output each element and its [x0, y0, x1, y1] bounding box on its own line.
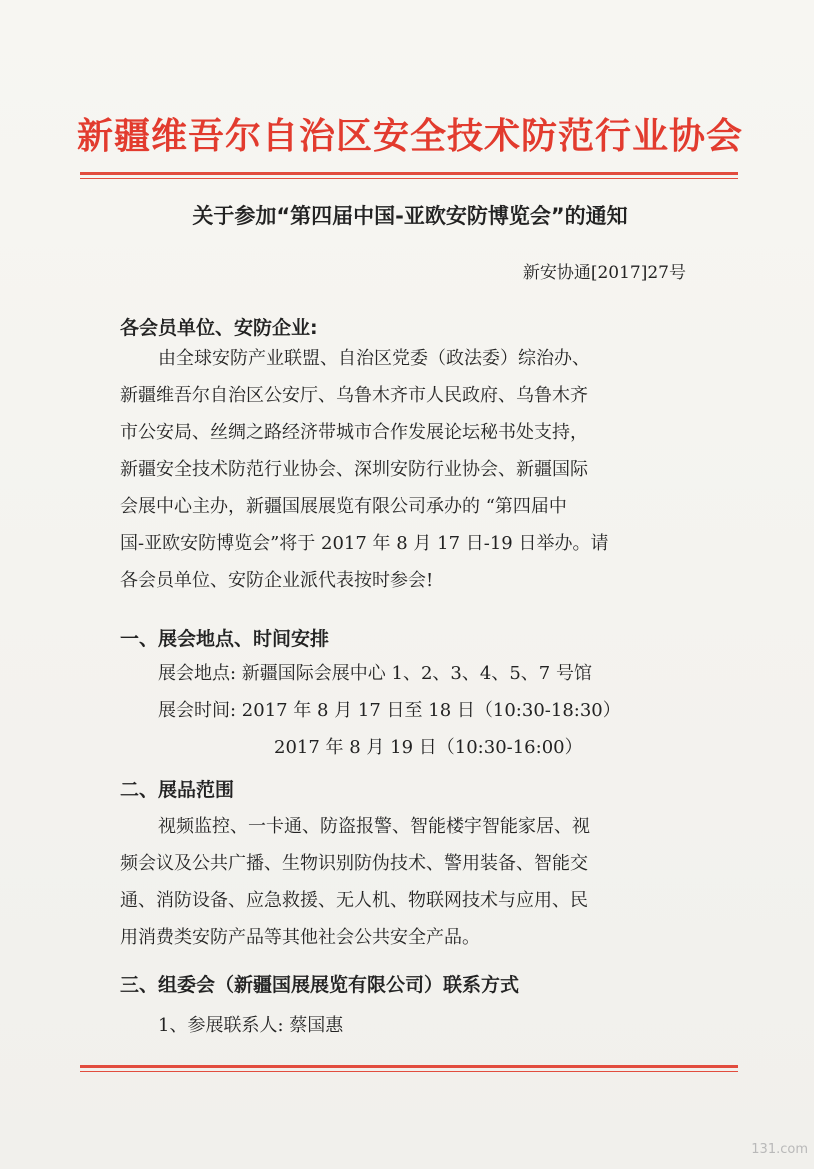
section-heading-contact: 三、组委会（新疆国展展览有限公司）联系方式 — [120, 974, 520, 996]
scope-line: 视频监控、一卡通、防盗报警、智能楼宇智能家居、视 — [158, 816, 590, 837]
contact-line: 1、参展联系人: 蔡国惠 — [158, 1015, 344, 1036]
scope-line: 用消费类安防产品等其他社会公共安全产品。 — [120, 927, 480, 948]
venue-line: 展会地点: 新疆国际会展中心 1、2、3、4、5、7 号馆 — [158, 663, 592, 684]
intro-line: 由全球安防产业联盟、自治区党委（政法委）综治办、 — [158, 348, 590, 369]
section-heading-venue-time: 一、展会地点、时间安排 — [120, 628, 330, 650]
time-line: 展会时间: 2017 年 8 月 17 日至 18 日（10:30-18:30） — [158, 700, 621, 721]
watermark: 131.com — [751, 1142, 808, 1157]
time-line-2: 2017 年 8 月 19 日（10:30-16:00） — [274, 737, 583, 758]
scope-line: 频会议及公共广播、生物识别防伪技术、警用装备、智能交 — [120, 853, 588, 874]
exhibit-scope-block — [120, 808, 700, 956]
organization-title: 新疆维吾尔自治区安全技术防范行业协会 — [76, 115, 743, 157]
scope-line: 通、消防设备、应急救援、无人机、物联网技术与应用、民 — [120, 890, 588, 911]
intro-line: 市公安局、丝绸之路经济带城市合作发展论坛秘书处支持， — [120, 422, 588, 443]
contact-block — [120, 1007, 700, 1044]
intro-paragraph — [120, 340, 700, 599]
footer-red-rule — [80, 1065, 738, 1072]
document-number: 新安协通[2017]27号 — [522, 263, 686, 283]
venue-time-block — [120, 655, 700, 766]
intro-line: 国-亚欧安防博览会”将于 2017 年 8 月 17 日-19 日举办。请 — [120, 533, 609, 554]
notice-title: 关于参加“第四届中国-亚欧安防博览会”的通知 — [192, 204, 628, 228]
intro-line: 各会员单位、安防企业派代表按时参会! — [120, 570, 434, 591]
salutation: 各会员单位、安防企业: — [120, 317, 318, 339]
intro-line: 会展中心主办，新疆国展展览有限公司承办的 “第四届中 — [120, 496, 567, 517]
intro-line: 新疆维吾尔自治区公安厅、乌鲁木齐市人民政府、乌鲁木齐 — [120, 385, 588, 406]
intro-line: 新疆安全技术防范行业协会、深圳安防行业协会、新疆国际 — [120, 459, 588, 480]
section-heading-exhibit-scope: 二、展品范围 — [120, 779, 235, 801]
header-red-rule — [80, 172, 738, 179]
